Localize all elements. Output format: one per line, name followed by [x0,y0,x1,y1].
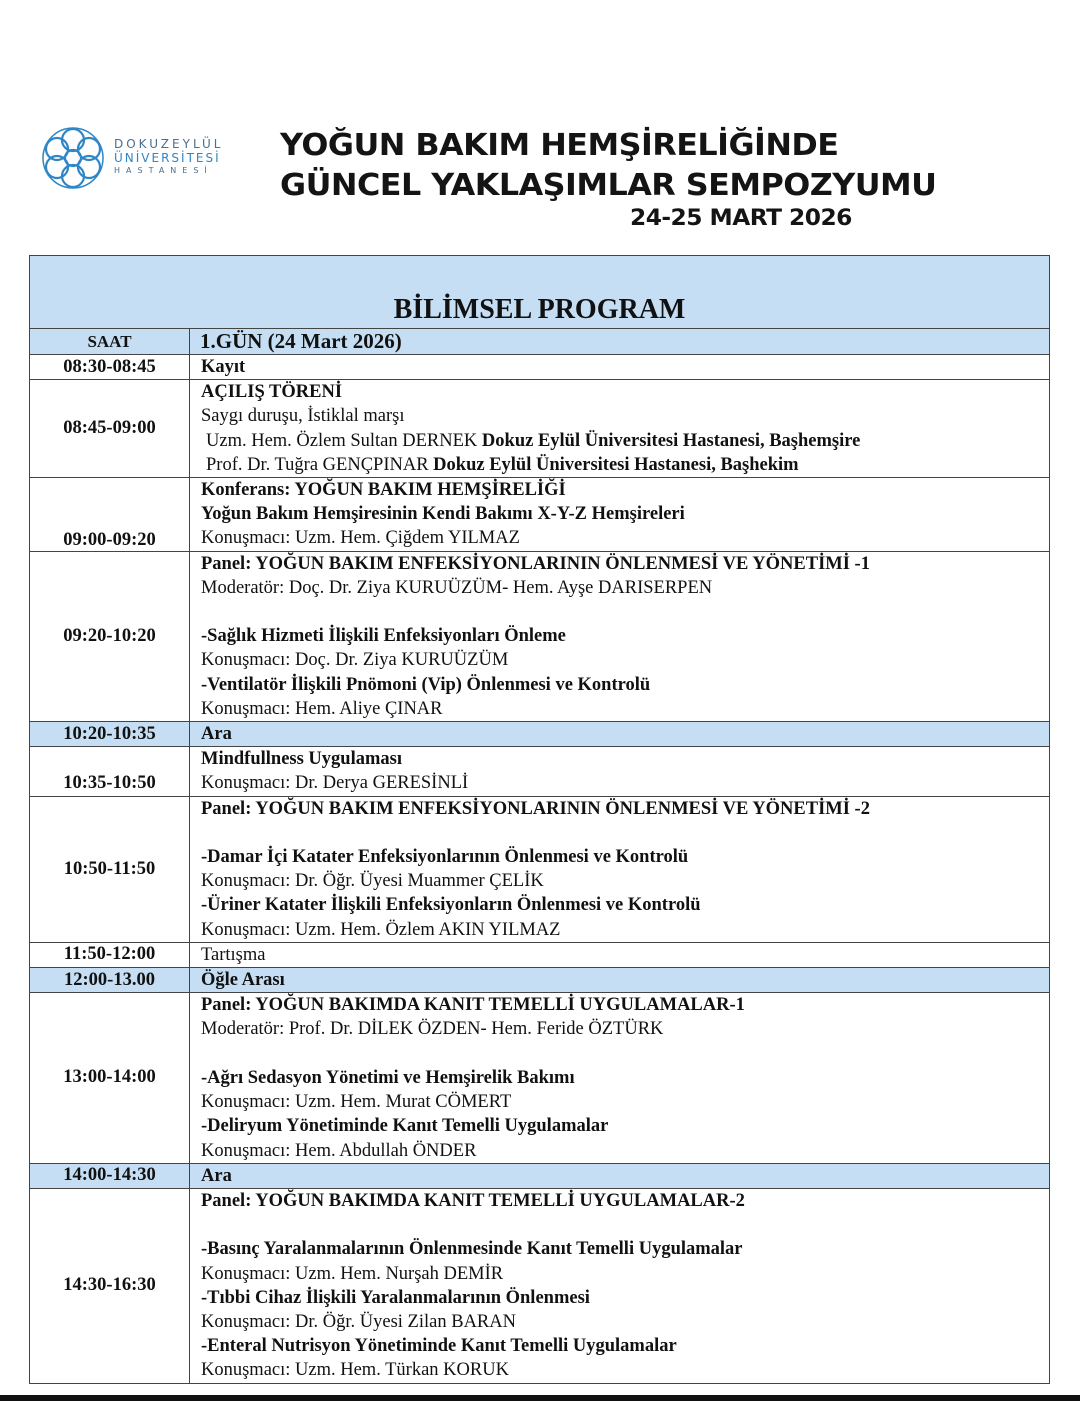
logo-text [114,138,224,175]
session-title: Panel: YOĞUN BAKIMDA KANIT TEMELLİ UYGULAMALAR-1 [201,995,745,1016]
table-row [30,968,1050,993]
moderator-line: Moderatör: Doç. Dr. Ziya KURUÜZÜM- Hem. Ayşe DARISERPEN [201,577,713,598]
spacer-line [201,821,1049,845]
logo-line-1: DOKUZEYLÜL [114,137,224,151]
row-time: 12:00-13.00 [30,968,190,993]
table-row [30,380,1050,478]
row-content [190,380,1050,478]
row-content [190,993,1050,1163]
speaker-line: Konuşmacı: Hem. Aliye ÇINAR [201,698,443,719]
talk-title: -Damar İçi Katater Enfeksiyonlarının Önlenmesi ve Kontrolü [201,847,689,868]
table-row [30,551,1050,721]
table-row [30,1163,1050,1188]
table-row [30,355,1050,380]
speaker-line: Konuşmacı: Doç. Dr. Ziya KURUÜZÜM [201,650,509,671]
speaker-name: Uzm. Hem. Özlem Sultan DERNEK [206,430,478,451]
program-title-row [30,256,1050,329]
speaker-line: Konuşmacı: Uzm. Hem. Türkan KORUK [201,1360,509,1381]
row-content [190,551,1050,721]
row-content [190,747,1050,796]
session-title: Panel: YOĞUN BAKIM ENFEKSİYONLARININ ÖNLENMESİ VE YÖNETİMİ -1 [201,553,870,574]
logo-line-3: HASTANESİ [114,166,213,175]
talk-title: -Deliryum Yönetiminde Kanıt Temelli Uygulamalar [201,1116,609,1137]
row-content [190,1163,1050,1188]
speaker-line: Konuşmacı: Uzm. Hem. Çiğdem YILMAZ [201,528,520,549]
session-title: Tartışma [201,944,266,965]
spacer-line [201,600,1049,624]
session-title: Panel: YOĞUN BAKIMDA KANIT TEMELLİ UYGULAMALAR-2 [201,1190,745,1211]
speaker-line: Konuşmacı: Uzm. Hem. Murat CÖMERT [201,1092,512,1113]
row-content [190,1188,1050,1383]
row-content [190,722,1050,747]
session-title: Panel: YOĞUN BAKIM ENFEKSİYONLARININ ÖNLENMESİ VE YÖNETİMİ -2 [201,798,870,819]
row-content [190,355,1050,380]
session-title: Kayıt [201,357,246,377]
talk-title: -Ağrı Sedasyon Yönetimi ve Hemşirelik Bakımı [201,1067,575,1088]
row-time: 14:30-16:30 [30,1188,190,1383]
moderator-line: Moderatör: Prof. Dr. DİLEK ÖZDEN- Hem. Feride ÖZTÜRK [201,1019,664,1040]
row-time: 13:00-14:00 [30,993,190,1163]
speaker-line: Konuşmacı: Dr. Öğr. Üyesi Muammer ÇELİK [201,871,544,892]
talk-title: -Basınç Yaralanmalarının Önlenmesinde Kanıt Temelli Uygulamalar [201,1239,743,1260]
speaker-line: Konuşmacı: Uzm. Hem. Nurşah DEMİR [201,1263,504,1284]
session-title: Ara [201,1165,232,1186]
table-row [30,747,1050,796]
event-title [280,126,936,206]
session-title: Mindfullness Uygulaması [201,749,402,770]
table-row [30,478,1050,552]
row-time: 14:00-14:30 [30,1163,190,1188]
column-header-time: SAAT [30,329,190,355]
row-time: 11:50-12:00 [30,942,190,967]
logo-flower-icon [38,122,108,194]
speaker-name: Prof. Dr. Tuğra GENÇPINAR [206,454,429,475]
row-content [190,796,1050,942]
speaker-line: Konuşmacı: Dr. Derya GERESİNLİ [201,773,469,794]
table-row [30,722,1050,747]
row-time: 10:20-10:35 [30,722,190,747]
speaker-title: Dokuz Eylül Üniversitesi Hastanesi, Başhekim [433,454,799,475]
session-title: AÇILIŞ TÖRENİ [201,382,343,403]
speaker-line [201,453,1049,477]
speaker-title: Dokuz Eylül Üniversitesi Hastanesi, Başhemşire [481,430,861,451]
talk-title: -Enteral Nutrisyon Yönetiminde Kanıt Temelli Uygulamalar [201,1336,677,1357]
speaker-line [201,429,1049,453]
row-content [190,942,1050,967]
session-title: Öğle Arası [201,970,285,991]
row-content [190,478,1050,552]
row-time: 08:30-08:45 [30,355,190,380]
spacer-line [201,1042,1049,1066]
logo-line-2: ÜNİVERSİTESİ [114,151,221,165]
table-header-row [30,329,1050,355]
bottom-border [0,1395,1080,1401]
row-time: 10:50-11:50 [30,796,190,942]
program-table [29,255,1050,1384]
row-time: 09:20-10:20 [30,551,190,721]
hospital-logo [38,122,238,194]
table-row [30,796,1050,942]
table-row [30,993,1050,1163]
spacer-line [201,1213,1049,1237]
row-time: 10:35-10:50 [30,747,190,796]
table-row [30,1188,1050,1383]
event-date: 24-25 MART 2026 [630,206,852,231]
speaker-line: Konuşmacı: Uzm. Hem. Özlem AKIN YILMAZ [201,919,561,940]
session-line: Saygı duruşu, İstiklal marşı [201,406,405,427]
talk-title: Yoğun Bakım Hemşiresinin Kendi Bakımı X-Y-Z Hemşireleri [201,504,685,525]
talk-title: -Üriner Katater İlişkili Enfeksiyonların Önlenmesi ve Kontrolü [201,895,701,916]
program-title: BİLİMSEL PROGRAM [30,256,1050,329]
row-content [190,968,1050,993]
row-time: 08:45-09:00 [30,380,190,478]
talk-title: -Tıbbi Cihaz İlişkili Yaralanmalarının Önlenmesi [201,1287,590,1308]
session-title: Konferans: YOĞUN BAKIM HEMŞİRELİĞİ [201,480,566,501]
table-row [30,942,1050,967]
day-label: 1.GÜN (24 Mart 2026) [190,329,1050,355]
session-title: Ara [201,724,232,745]
event-title-line-1: YOĞUN BAKIM HEMŞİRELİĞİNDE [280,128,839,163]
event-title-line-2: GÜNCEL YAKLAŞIMLAR SEMPOZYUMU [280,168,937,203]
talk-title: -Sağlık Hizmeti İlişkili Enfeksiyonları Önleme [201,626,566,647]
speaker-line: Konuşmacı: Dr. Öğr. Üyesi Zilan BARAN [201,1311,516,1332]
row-time: 09:00-09:20 [30,478,190,552]
speaker-line: Konuşmacı: Hem. Abdullah ÖNDER [201,1140,477,1161]
talk-title: -Ventilatör İlişkili Pnömoni (Vip) Önlenmesi ve Kontrolü [201,674,651,695]
